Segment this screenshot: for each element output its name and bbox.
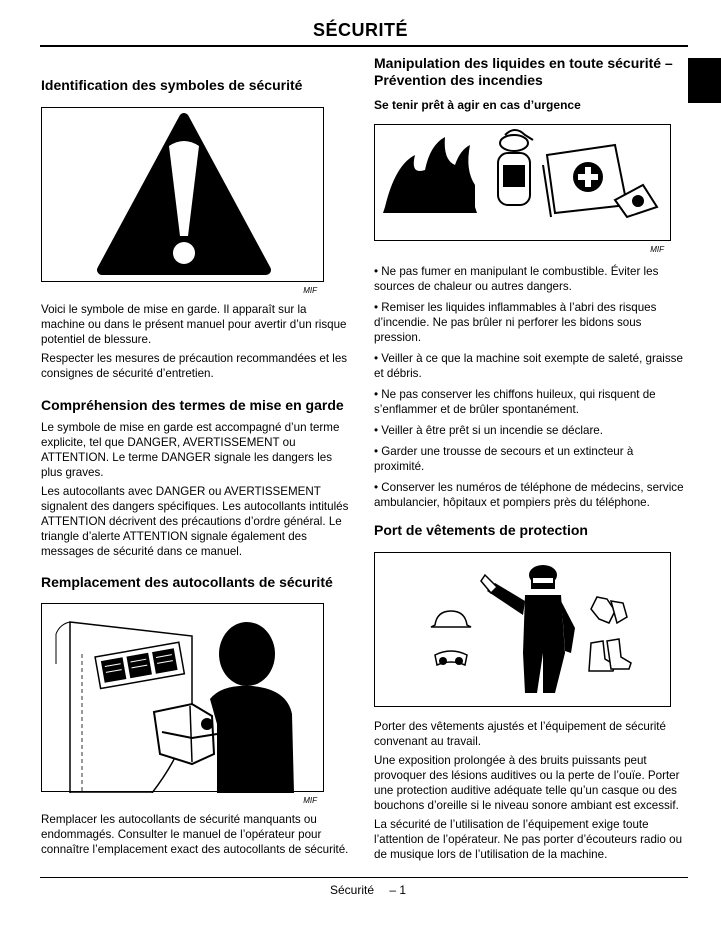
header-rule <box>40 45 688 47</box>
warning-triangle-icon <box>42 108 325 283</box>
warning-symbol-figure <box>41 107 324 295</box>
fire-safety-list <box>374 264 684 510</box>
list-item: • Veiller à être prêt si un incendie se déclare. <box>374 424 603 437</box>
paragraph: Remplacer les autocollants de sécurité manquants ou endommagés. Consulter le manuel de l’opérateur pour connaître l’emplacement exact des autocollants de sécurité. <box>41 813 349 856</box>
list-item: • Conserver les numéros de téléphone de médecins, service ambulancier, hôpitaux et pompiers près du téléphone. <box>374 481 684 509</box>
paragraph: Le symbole de mise en garde est accompagné d’un terme explicite, tel que DANGER, AVERTISSEMENT ou ATTENTION. Le terme DANGER signale les dangers les plus graves. <box>41 421 340 479</box>
figure-code: MIF <box>303 286 317 295</box>
paragraph: Respecter les mesures de précaution recommandées et les consignes de sécurité d’entretien. <box>41 352 348 380</box>
footer-rule <box>40 877 688 878</box>
list-item: • Garder une trousse de secours et un extincteur à proximité. <box>374 445 634 473</box>
paragraph: Porter des vêtements ajustés et l’équipement de sécurité convenant au travail. <box>374 720 666 748</box>
decal-panel <box>95 642 184 688</box>
list-item: • Veiller à ce que la machine soit exempte de saleté, graisse et débris. <box>374 352 683 380</box>
page-title: SÉCURITÉ <box>312 20 408 40</box>
paragraph: La sécurité de l’utilisation de l’équipement exige toute l’attention de l’opérateur. Ne pas porter d’écouteurs radio ou de musique lors de l’utilisation de la machine. <box>374 818 683 861</box>
subheading-emergency: Se tenir prêt à agir en cas d’urgence <box>374 98 581 112</box>
section-tab <box>688 58 721 103</box>
fire-emergency-figure <box>374 124 671 254</box>
protective-clothing-figure <box>374 552 671 707</box>
list-item: • Remiser les liquides inflammables à l’abri des risques d’incendie. Ne pas brûler ni perforer les bidons sous pression. <box>374 301 657 344</box>
figure-code: MIF <box>650 245 664 254</box>
paragraph: Une exposition prolongée à des bruits puissants peut provoquer des lésions auditives ou la perte de l’ouïe. Porter une protection auditive adéquate telle qu’un casque ou des bouchons d’oreille si le niveau sonore ambiant est excessif. <box>374 754 680 812</box>
person-reading-manual-illustration <box>42 604 325 793</box>
footer-label: Sécurité <box>330 883 375 897</box>
page-number: – 1 <box>389 883 407 897</box>
list-item: • Ne pas fumer en manipulant le combustible. Éviter les sources de chaleur ou autres dangers. <box>374 265 659 293</box>
paragraph: Les autocollants avec DANGER ou AVERTISSEMENT signalent des dangers spécifiques. Les autocollants intitulés ATTENTION décrivent des précautions d’ordre général. Le triangle d’alerte ATTENTION signale également des messages de sécurité dans ce manuel. <box>41 485 349 558</box>
section-heading-protective-clothing: Port de vêtements de protection <box>374 522 588 538</box>
page-footer <box>330 883 406 897</box>
section-heading-decals: Remplacement des autocollants de sécurité <box>41 574 333 590</box>
section-heading-fire: Manipulation des liquides en toute sécurité – Prévention des incendies <box>374 55 673 88</box>
left-column <box>41 55 351 857</box>
figure-code: MIF <box>303 796 317 805</box>
section-heading-terms: Compréhension des termes de mise en garde <box>41 397 344 413</box>
paragraph: Voici le symbole de mise en garde. Il apparaît sur la machine ou dans le présent manuel pour avertir d’un risque potentiel de blessure. <box>41 303 347 346</box>
fire-extinguisher-first-aid-illustration <box>375 125 672 242</box>
decal-reading-figure <box>41 603 324 805</box>
section-heading-symbols: Identification des symboles de sécurité <box>41 77 303 93</box>
worker-protective-gear-illustration <box>375 553 672 708</box>
right-column <box>374 55 684 862</box>
list-item: • Ne pas conserver les chiffons huileux, qui risquent de s’enflammer et de brûler spontanément. <box>374 388 656 416</box>
